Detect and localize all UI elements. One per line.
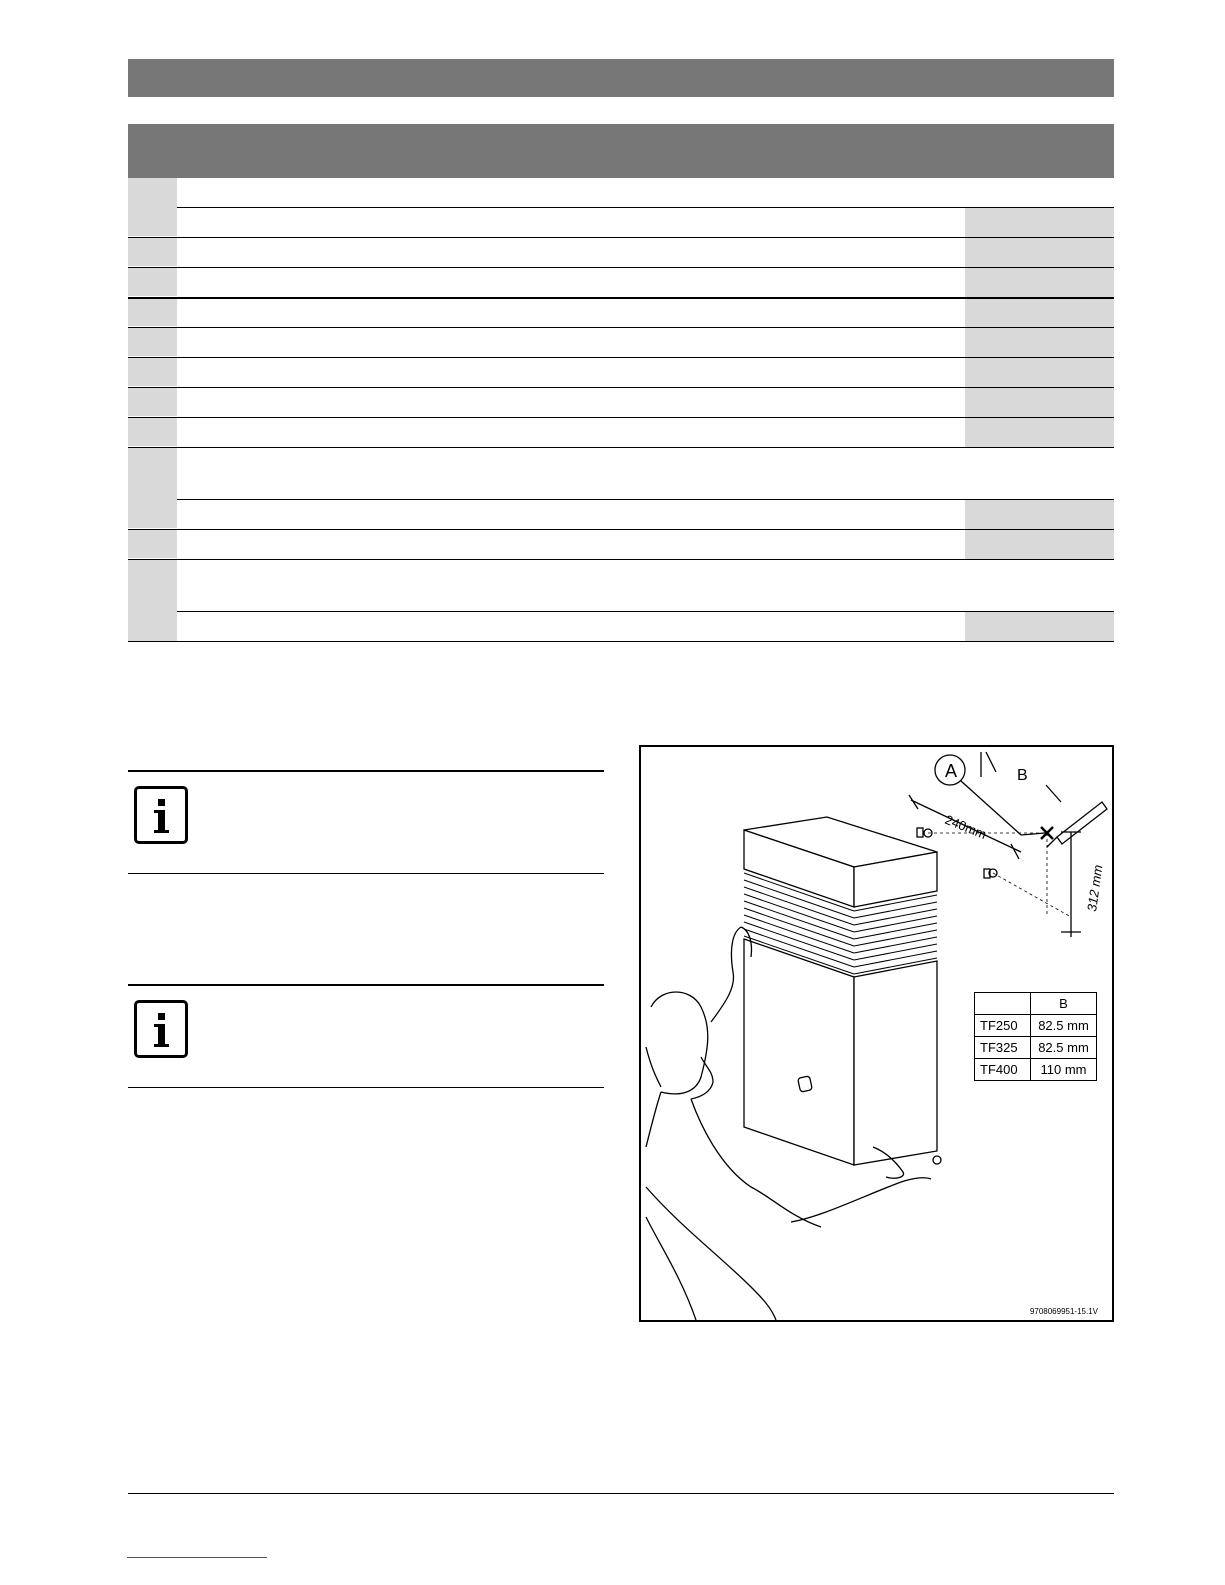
model-cell: TF400	[975, 1059, 1031, 1081]
checklist-checkbox[interactable]	[965, 530, 1114, 559]
checklist-checkbox[interactable]	[965, 268, 1114, 297]
row-divider	[128, 327, 1114, 328]
row-divider	[128, 267, 1114, 268]
info-note	[128, 770, 604, 874]
row-divider	[177, 611, 1114, 612]
info-icon	[134, 1000, 188, 1058]
dimension-312-label: 312 mm	[1084, 863, 1106, 913]
dimension-b-label: B	[1017, 767, 1028, 784]
row-divider	[177, 207, 1114, 208]
checklist-checkbox[interactable]	[965, 298, 1114, 327]
info-note	[128, 984, 604, 1088]
checklist-table	[128, 178, 1114, 641]
table-header-cell	[975, 993, 1031, 1015]
row-divider	[128, 237, 1114, 238]
value-cell: 82.5 mm	[1031, 1037, 1097, 1059]
checklist-row-number	[128, 388, 177, 416]
checklist-row-number	[128, 418, 177, 446]
table-header-cell: B	[1031, 993, 1097, 1015]
checklist-row-number	[128, 298, 177, 326]
installation-figure	[639, 745, 1114, 1322]
footer-link-underline[interactable]	[127, 1557, 267, 1558]
checklist-checkbox[interactable]	[965, 328, 1114, 357]
checklist-checkbox[interactable]	[965, 418, 1114, 447]
figure-id: 9708069951-15.1V	[1029, 1307, 1098, 1316]
checklist-row-number	[128, 268, 177, 296]
callout-a-label: A	[945, 761, 958, 781]
row-divider	[177, 499, 1114, 500]
dimension-240-label: 240mm	[942, 811, 989, 843]
row-divider	[128, 559, 1114, 560]
checklist-header	[128, 124, 1114, 178]
checklist-checkbox[interactable]	[965, 612, 1114, 641]
row-divider	[128, 529, 1114, 530]
checklist-checkbox[interactable]	[965, 238, 1114, 267]
footer-divider	[128, 1493, 1114, 1494]
checklist-row-number	[128, 358, 177, 386]
table-row	[975, 993, 1097, 1015]
value-cell: 82.5 mm	[1031, 1015, 1097, 1037]
info-icon	[134, 786, 188, 844]
checklist-row-number	[128, 328, 177, 356]
checklist-row-number	[128, 178, 177, 236]
checklist-checkbox[interactable]	[965, 208, 1114, 237]
row-divider	[128, 447, 1114, 448]
checklist-checkbox[interactable]	[965, 358, 1114, 387]
row-divider	[128, 357, 1114, 358]
checklist-row-number	[128, 238, 177, 266]
checklist-checkbox[interactable]	[965, 500, 1114, 529]
model-cell: TF325	[975, 1037, 1031, 1059]
checklist-checkbox[interactable]	[965, 388, 1114, 417]
table-row	[975, 1059, 1097, 1081]
checklist-row-number	[128, 560, 177, 641]
table-row	[975, 1037, 1097, 1059]
page-header-bar	[128, 59, 1114, 97]
row-divider	[128, 387, 1114, 388]
row-divider	[128, 641, 1114, 642]
dimension-table	[974, 992, 1097, 1081]
table-row	[975, 1015, 1097, 1037]
checklist-row-number	[128, 448, 177, 528]
row-divider	[128, 297, 1114, 299]
model-cell: TF250	[975, 1015, 1031, 1037]
row-divider	[128, 417, 1114, 418]
value-cell: 110 mm	[1031, 1059, 1097, 1081]
checklist-row-number	[128, 530, 177, 558]
